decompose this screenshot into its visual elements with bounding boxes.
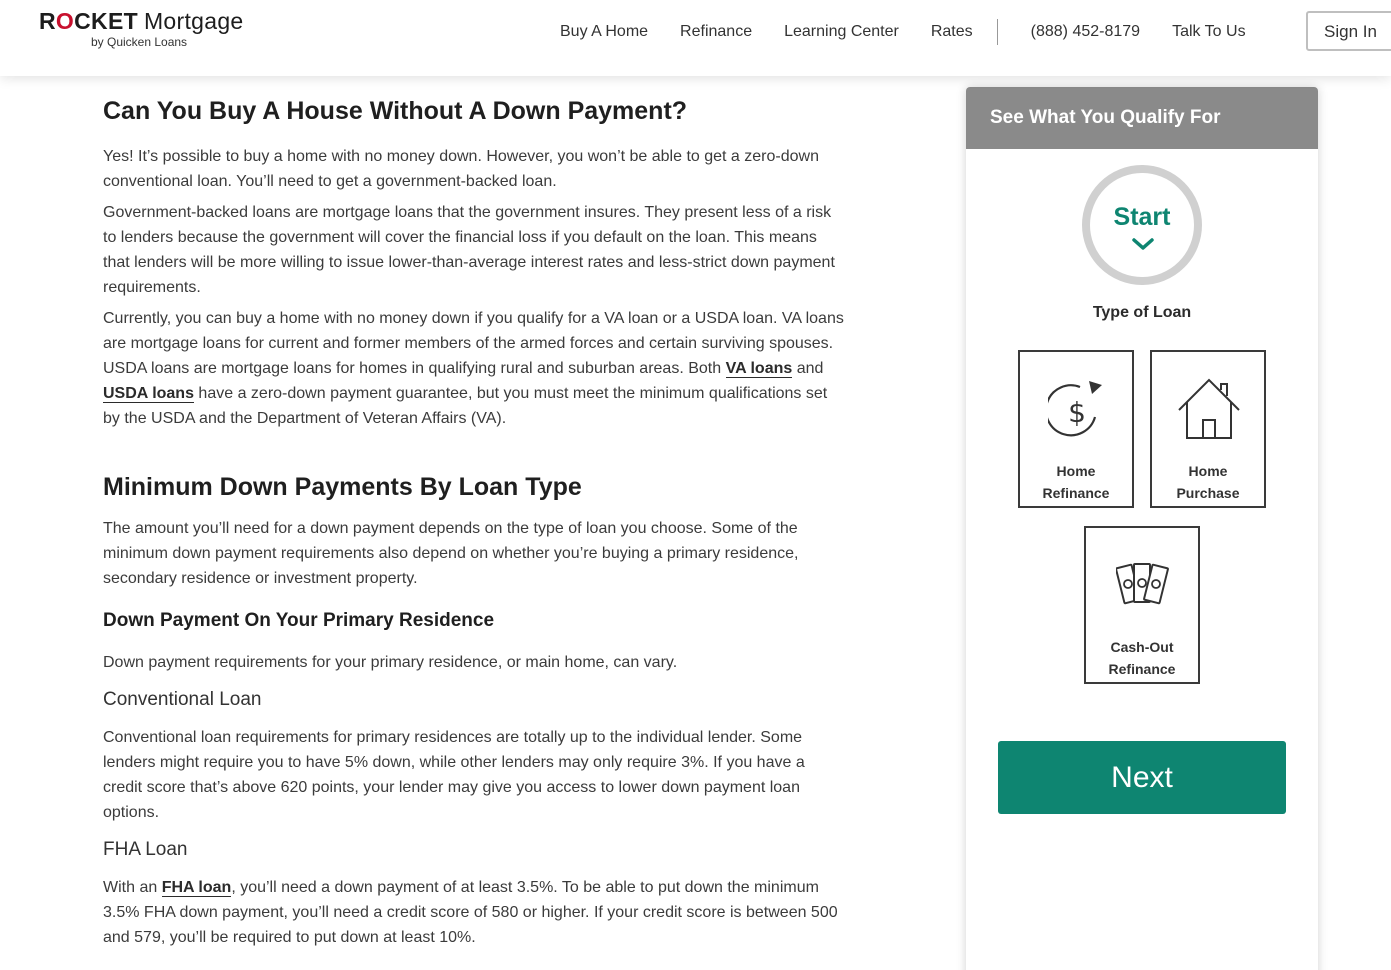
logo-text-o: O — [55, 8, 75, 34]
qualify-widget — [966, 87, 1318, 970]
paragraph-text: , you’ll need a down payment of at least 3.5%. To be able to put down the minimum 3.5% FHA down payment, you’ll need a credit score of 580 or higher. If your credit score is between 500 and 579, you’ll be required to put down at least 10%. — [103, 879, 838, 946]
nav-talk-to-us[interactable]: Talk To Us — [1172, 23, 1246, 40]
type-of-loan-label: Type of Loan — [1092, 304, 1192, 321]
paragraph — [103, 875, 848, 950]
heading-primary-residence: Down Payment On Your Primary Residence — [103, 610, 495, 631]
nav-refinance[interactable]: Refinance — [680, 23, 753, 40]
heading-no-down-payment: Can You Buy A House Without A Down Payment? — [103, 97, 688, 125]
option-label — [1152, 460, 1264, 504]
logo-text-r: R — [39, 8, 56, 34]
paragraph-text: Currently, you can buy a home with no money down if you qualify for a VA loan or a USDA loan. VA loans are mortgage loans for current and former members of the armed forces and certain surviving spouses. USDA loans are mortgage loans for homes in qualifying rural and suburban areas. Both — [103, 310, 844, 377]
logo-text-cket: CKET — [74, 8, 138, 34]
nav-learning-center[interactable]: Learning Center — [784, 23, 899, 40]
article-content — [103, 96, 848, 950]
svg-text:$: $ — [1068, 396, 1086, 429]
option-label-line: Home — [1056, 463, 1096, 479]
start-progress-ring — [1082, 165, 1202, 285]
option-label-line: Refinance — [1108, 661, 1176, 677]
chevron-down-icon — [1131, 237, 1155, 251]
paragraph: The amount you’ll need for a down payment depends on the type of loan you choose. Some of the minimum down payment requirements also depend on whether you’re buying a primary residence, secondary residence or investment property. — [103, 520, 799, 587]
sign-in-button[interactable]: Sign In — [1306, 11, 1391, 51]
paragraph: Down payment requirements for your primary residence, or main home, can vary. — [103, 654, 678, 671]
logo-subtitle: by Quicken Loans — [91, 35, 188, 49]
nav-rates[interactable]: Rates — [930, 23, 973, 40]
option-label-line: Purchase — [1176, 485, 1240, 501]
nav-buy-a-home[interactable]: Buy A Home — [560, 23, 649, 40]
option-home-purchase[interactable] — [1150, 350, 1266, 508]
option-label — [1020, 460, 1132, 504]
heading-fha-loan: FHA Loan — [103, 839, 188, 860]
paragraph — [103, 306, 848, 431]
nav-divider — [997, 19, 998, 45]
fha-loan-link[interactable]: FHA loan — [161, 879, 232, 896]
cash-bills-icon — [1116, 558, 1170, 612]
paragraph: Conventional loan requirements for primary residences are totally up to the individual lender. Some lenders might require you to have 5% down, while other lenders may only require 3%. If you have a credit score that’s above 620 points, your lender may give you access to lower down payment loan options. — [103, 729, 805, 821]
va-loans-link[interactable]: VA loans — [725, 360, 793, 377]
option-label-line: Home — [1188, 463, 1228, 479]
option-home-refinance[interactable] — [1018, 350, 1134, 508]
option-cash-out-refinance[interactable] — [1084, 526, 1200, 684]
option-label — [1086, 636, 1198, 680]
paragraph: Yes! It’s possible to buy a home with no money down. However, you won’t be able to get a zero-down conventional loan. You’ll need to get a government-backed loan. — [103, 148, 819, 190]
heading-minimum-down-payments: Minimum Down Payments By Loan Type — [103, 473, 582, 501]
phone-link[interactable]: (888) 452-8179 — [1030, 23, 1141, 40]
heading-conventional-loan: Conventional Loan — [103, 689, 262, 710]
start-label: Start — [1113, 203, 1171, 231]
paragraph-text: With an — [103, 879, 162, 896]
paragraph-text: have a zero-down payment guarantee, but you must meet the minimum qualifications set by the USDA and the Department of Veteran Affairs (VA). — [103, 385, 828, 427]
option-label-line: Refinance — [1042, 485, 1110, 501]
main-nav — [560, 22, 1246, 42]
dollar-refresh-icon — [1048, 376, 1106, 440]
rocket-mortgage-logo[interactable] — [39, 8, 244, 49]
widget-title: See What You Qualify For — [966, 87, 1318, 149]
site-header — [0, 0, 1391, 76]
next-button[interactable]: Next — [998, 741, 1286, 814]
paragraph-text: and — [792, 360, 824, 377]
usda-loans-link[interactable]: USDA loans — [103, 385, 194, 402]
house-icon — [1176, 376, 1242, 440]
logo-text-mortgage: Mortgage — [143, 8, 244, 34]
paragraph: Government-backed loans are mortgage loans that the government insures. They present less of a risk to lenders because the government will cover the financial loss if you default on the loan. This means that lenders will be more willing to issue lower-than-average interest rates and less-strict down payment requirements. — [103, 204, 835, 296]
option-label-line: Cash-Out — [1110, 639, 1174, 655]
